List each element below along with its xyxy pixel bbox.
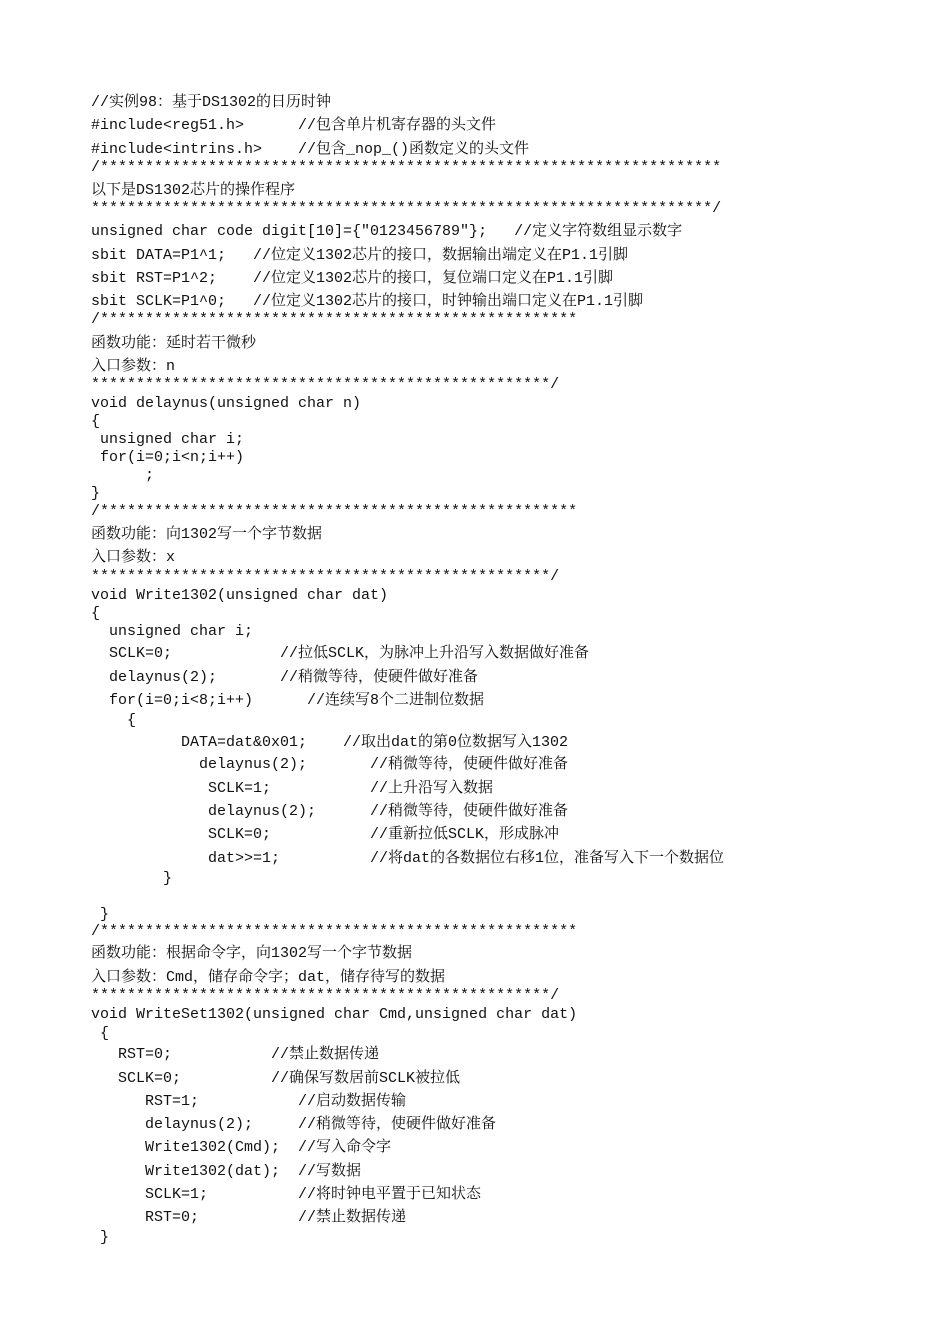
code-line: Write1302(Cmd); //写入命令字 [91,1139,392,1156]
code-line: void WriteSet1302(unsigned char Cmd,unsigned char dat) [91,1006,578,1023]
code-line: for(i=0;i<n;i++) [91,449,245,466]
code-line: /***************************************************** [91,311,578,328]
code-line: *********************************************************************/ [91,200,722,217]
code-line: delaynus(2); //稍微等待，使硬件做好准备 [91,756,569,773]
code-line: /***************************************************** [91,923,578,940]
code-line: /********************************************************************* [91,159,722,176]
code-line: delaynus(2); //稍微等待，使硬件做好准备 [91,1116,497,1133]
code-line: ***************************************************/ [91,987,560,1004]
code-line: SCLK=0; //拉低SCLK，为脉冲上升沿写入数据做好准备 [91,645,590,662]
code-line: ***************************************************/ [91,376,560,393]
code-line: { [91,712,137,729]
code-line: 以下是DS1302芯片的操作程序 [91,182,296,199]
code-line: unsigned char code digit[10]={"0123456789"}; //定义字符数组显示数字 [91,223,683,240]
code-line: void Write1302(unsigned char dat) [91,587,389,604]
code-line: Write1302(dat); //写数据 [91,1163,362,1180]
code-line: unsigned char i; [91,623,254,640]
code-line: ***************************************************/ [91,568,560,585]
code-line: RST=0; //禁止数据传递 [91,1209,407,1226]
code-line: SCLK=0; //重新拉低SCLK，形成脉冲 [91,826,560,843]
code-line: } [91,870,173,887]
code-line: void delaynus(unsigned char n) [91,395,362,412]
code-line: 入口参数：x [91,549,176,566]
code-line: delaynus(2); //稍微等待，使硬件做好准备 [91,669,479,686]
code-line: { [91,413,101,430]
code-line: #include<reg51.h> //包含单片机寄存器的头文件 [91,117,497,134]
code-line: sbit DATA=P1^1; //位定义1302芯片的接口，数据输出端定义在P1.1引脚 [91,247,629,264]
code-line: } [91,906,110,923]
code-line: sbit SCLK=P1^0; //位定义1302芯片的接口，时钟输出端口定义在P1.1引脚 [91,293,644,310]
code-line: RST=1; //启动数据传输 [91,1093,407,1110]
code-line: //实例98：基于DS1302的日历时钟 [91,94,332,111]
code-line: { [91,1025,110,1042]
code-line: } [91,485,101,502]
code-line: SCLK=1; //将时钟电平置于已知状态 [91,1186,482,1203]
code-line: /***************************************************** [91,503,578,520]
code-line: dat>>=1; //将dat的各数据位右移1位，准备写入下一个数据位 [91,850,725,867]
code-line: RST=0; //禁止数据传递 [91,1046,380,1063]
code-line: 函数功能：向1302写一个字节数据 [91,526,323,543]
code-line: ; [91,467,155,484]
code-line: 函数功能：延时若干微秒 [91,335,257,352]
code-line: 入口参数：Cmd，储存命令字；dat，储存待写的数据 [91,969,446,986]
code-line: for(i=0;i<8;i++) //连续写8个二进制位数据 [91,692,485,709]
code-line: { [91,605,101,622]
code-line: 入口参数：n [91,358,176,375]
code-line: SCLK=1; //上升沿写入数据 [91,780,494,797]
code-line: #include<intrins.h> //包含_nop_()函数定义的头文件 [91,141,530,158]
code-line: 函数功能：根据命令字，向1302写一个字节数据 [91,945,413,962]
code-line: SCLK=0; //确保写数居前SCLK被拉低 [91,1070,461,1087]
code-line: delaynus(2); //稍微等待，使硬件做好准备 [91,803,569,820]
code-line: } [91,1229,110,1246]
code-line: DATA=dat&0x01; //取出dat的第0位数据写入1302 [91,734,569,751]
code-line: unsigned char i; [91,431,245,448]
code-line: sbit RST=P1^2; //位定义1302芯片的接口，复位端口定义在P1.1引脚 [91,270,614,287]
